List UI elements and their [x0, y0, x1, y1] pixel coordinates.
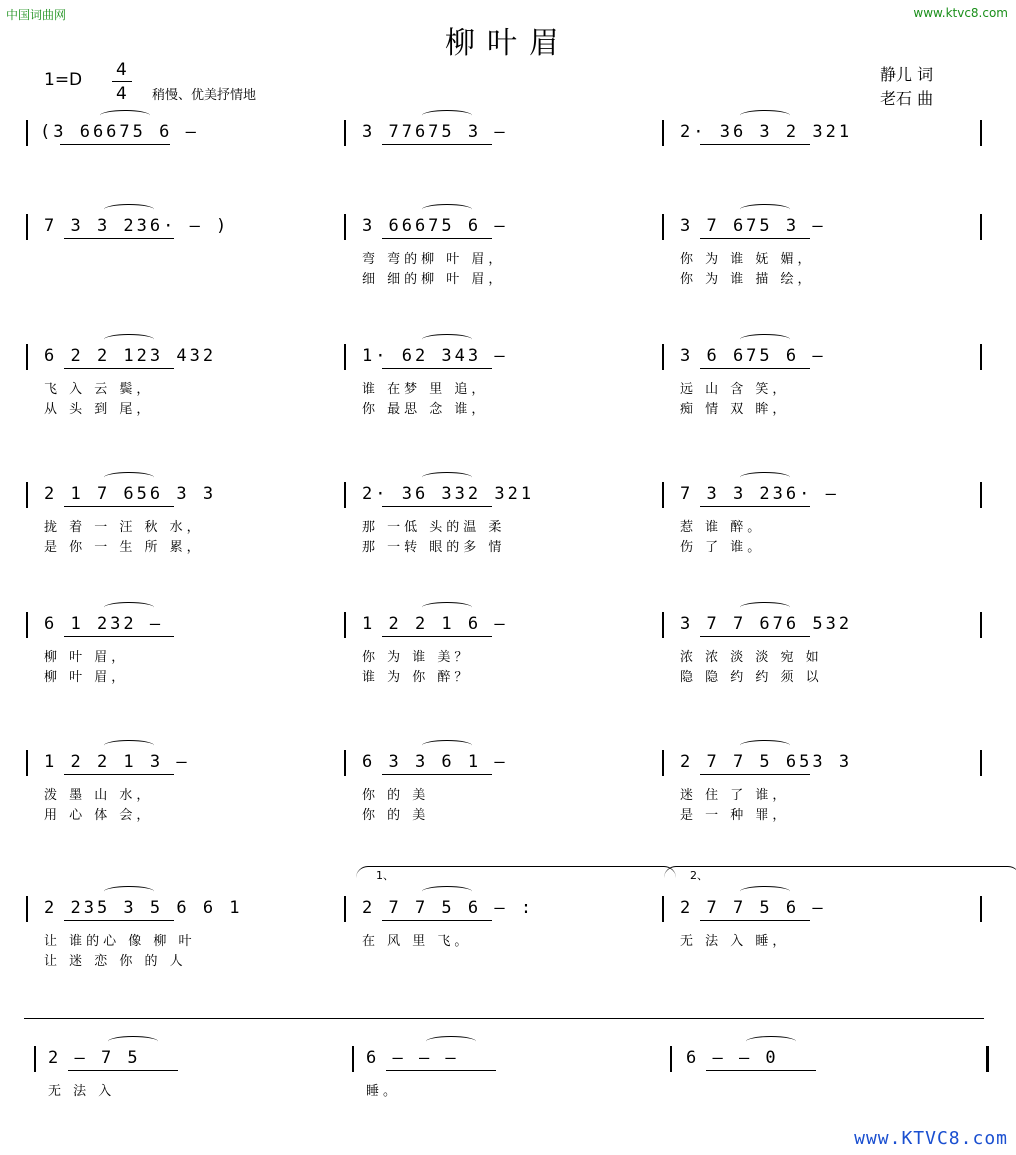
beam-line — [64, 238, 174, 239]
slur-arc — [740, 110, 790, 121]
slur-arc — [422, 602, 472, 613]
measure-notes: 2 7 7 5 6 – : — [362, 898, 535, 918]
lyric-line-1: 你 为 谁 美？ — [362, 650, 472, 665]
beam-line — [700, 774, 810, 775]
bar-line — [344, 344, 346, 370]
bar-line — [26, 120, 28, 146]
bar-line — [26, 482, 28, 508]
beam-line — [68, 1070, 178, 1071]
lyric-line-2: 是 一 种 罪， — [680, 808, 790, 823]
bar-line — [344, 120, 346, 146]
measure-notes: 1 2 2 1 6 – — [362, 614, 508, 634]
beam-line — [700, 238, 810, 239]
lyric-line-1: 无 法 入 — [48, 1084, 116, 1099]
lyric-line-2: 你 的 美 — [362, 808, 430, 823]
beam-line — [64, 920, 174, 921]
beam-line — [64, 368, 174, 369]
beam-line — [382, 144, 492, 145]
beam-line — [700, 636, 810, 637]
slur-arc — [422, 204, 472, 215]
slur-arc — [100, 110, 150, 121]
lyric-line-1: 飞 入 云 鬓， — [44, 382, 154, 397]
beam-line — [700, 920, 810, 921]
site-name-left: 中国词曲网 — [6, 8, 67, 22]
lyric-line-2: 痴 情 双 眸， — [680, 402, 790, 417]
lyric-line-1: 那 一低 头的温 柔 — [362, 520, 506, 535]
measure-notes: 6 – – – — [366, 1048, 459, 1068]
slur-arc — [740, 740, 790, 751]
slur-arc — [104, 740, 154, 751]
volta-ending-2: 2、 — [664, 866, 1016, 879]
bar-line — [986, 1046, 989, 1072]
lyric-line-2: 细 细的柳 叶 眉， — [362, 272, 506, 287]
lyricist: 静儿 词 — [880, 65, 934, 84]
slur-arc — [740, 472, 790, 483]
bar-line — [344, 612, 346, 638]
beam-line — [382, 920, 492, 921]
song-title: 柳叶眉 — [445, 26, 571, 61]
lyric-line-1: 迷 住 了 谁， — [680, 788, 790, 803]
bar-line — [662, 612, 664, 638]
lyric-line-1: 无 法 入 睡， — [680, 934, 790, 949]
lyric-line-1: 弯 弯的柳 叶 眉， — [362, 252, 506, 267]
slur-arc — [426, 1036, 476, 1047]
slur-arc — [746, 1036, 796, 1047]
slur-arc — [422, 334, 472, 345]
lyric-line-2: 是 你 一 生 所 累， — [44, 540, 204, 555]
measure-notes: 2 7 7 5 653 3 — [680, 752, 853, 772]
measure-notes: (3 66675 6 – — [40, 122, 199, 142]
slur-arc — [740, 602, 790, 613]
slur-arc — [422, 110, 472, 121]
bar-line — [344, 896, 346, 922]
time-signature-bottom: 4 — [116, 84, 127, 104]
measure-notes: 3 7 7 676 532 — [680, 614, 853, 634]
site-url-right: www.ktvc8.com — [913, 6, 1008, 20]
time-signature-top: 4 — [116, 60, 127, 80]
lyric-line-2: 你 为 谁 描 绘， — [680, 272, 815, 287]
beam-line — [382, 238, 492, 239]
system-divider-line — [24, 1018, 984, 1019]
lyric-line-1: 谁 在梦 里 追， — [362, 382, 489, 397]
lyric-line-1: 浓 浓 淡 淡 宛 如 — [680, 650, 823, 665]
lyric-line-2: 让 迷 恋 你 的 人 — [44, 954, 187, 969]
lyric-line-1: 在 风 里 飞。 — [362, 934, 472, 949]
measure-notes: 7 3 3 236· – — [680, 484, 839, 504]
bar-line — [980, 214, 982, 240]
beam-line — [382, 368, 492, 369]
measure-notes: 3 6 675 6 – — [680, 346, 826, 366]
slur-arc — [104, 334, 154, 345]
measure-notes: 7 3 3 236· – ) — [44, 216, 230, 236]
time-signature-divider — [112, 81, 132, 82]
measure-notes: 2 235 3 5 6 6 1 — [44, 898, 243, 918]
measure-notes: 2 7 7 5 6 – — [680, 898, 826, 918]
composer: 老石 曲 — [880, 89, 934, 108]
measure-notes: 2 – 7 5 — [48, 1048, 141, 1068]
beam-line — [64, 636, 174, 637]
bar-line — [980, 344, 982, 370]
bar-line — [980, 612, 982, 638]
lyric-line-1: 泼 墨 山 水， — [44, 788, 154, 803]
lyric-line-2: 那 一转 眼的多 情 — [362, 540, 506, 555]
bar-line — [980, 750, 982, 776]
beam-line — [64, 774, 174, 775]
bar-line — [670, 1046, 672, 1072]
measure-notes: 6 2 2 123 432 — [44, 346, 217, 366]
volta-ending-1: 1、 — [356, 866, 676, 879]
lyric-line-1: 柳 叶 眉， — [44, 650, 129, 665]
bar-line — [352, 1046, 354, 1072]
lyric-line-1: 让 谁的心 像 柳 叶 — [44, 934, 196, 949]
beam-line — [382, 774, 492, 775]
slur-arc — [104, 204, 154, 215]
bar-line — [980, 120, 982, 146]
lyric-line-2: 伤 了 谁。 — [680, 540, 765, 555]
bar-line — [26, 344, 28, 370]
measure-notes: 3 77675 3 – — [362, 122, 508, 142]
lyric-line-2: 隐 隐 约 约 须 以 — [680, 670, 823, 685]
tempo-marking: 稍慢、优美抒情地 — [152, 88, 257, 103]
beam-line — [382, 636, 492, 637]
footer-logo: www.KTVC8.com — [854, 1128, 1008, 1149]
bar-line — [344, 482, 346, 508]
beam-line — [64, 506, 174, 507]
slur-arc — [740, 334, 790, 345]
bar-line — [26, 896, 28, 922]
bar-line — [662, 482, 664, 508]
measure-notes: 6 1 232 – — [44, 614, 164, 634]
measure-notes: 2 1 7 656 3 3 — [44, 484, 217, 504]
bar-line — [26, 750, 28, 776]
measure-notes: 2· 36 332 321 — [362, 484, 535, 504]
key-signature: 1=D — [44, 70, 83, 90]
bar-line — [662, 120, 664, 146]
lyric-line-2: 用 心 体 会， — [44, 808, 154, 823]
beam-line — [700, 506, 810, 507]
bar-line — [344, 214, 346, 240]
bar-line — [980, 896, 982, 922]
lyric-line-1: 拢 着 一 汪 秋 水， — [44, 520, 204, 535]
measure-notes: 6 – – 0 — [686, 1048, 779, 1068]
bar-line — [34, 1046, 36, 1072]
bar-line — [26, 612, 28, 638]
bar-line — [662, 344, 664, 370]
bar-line — [26, 214, 28, 240]
bar-line — [662, 214, 664, 240]
lyric-line-2: 你 最思 念 谁， — [362, 402, 489, 417]
slur-arc — [422, 472, 472, 483]
bar-line — [344, 750, 346, 776]
lyric-line-2: 柳 叶 眉， — [44, 670, 129, 685]
slur-arc — [104, 602, 154, 613]
lyric-line-1: 远 山 含 笑， — [680, 382, 790, 397]
beam-line — [700, 368, 810, 369]
beam-line — [382, 506, 492, 507]
lyric-line-2: 谁 为 你 醉？ — [362, 670, 472, 685]
slur-arc — [108, 1036, 158, 1047]
slur-arc — [422, 886, 472, 897]
beam-line — [706, 1070, 816, 1071]
slur-arc — [740, 886, 790, 897]
bar-line — [662, 750, 664, 776]
lyric-line-2: 从 头 到 尾， — [44, 402, 154, 417]
beam-line — [386, 1070, 496, 1071]
lyric-line-1: 你 的 美 — [362, 788, 430, 803]
measure-notes: 3 7 675 3 – — [680, 216, 826, 236]
beam-line — [60, 144, 170, 145]
measure-notes: 2· 36 3 2 321 — [680, 122, 853, 142]
measure-notes: 1 2 2 1 3 – — [44, 752, 190, 772]
measure-notes: 6 3 3 6 1 – — [362, 752, 508, 772]
slur-arc — [104, 886, 154, 897]
slur-arc — [104, 472, 154, 483]
bar-line — [980, 482, 982, 508]
beam-line — [700, 144, 810, 145]
measure-notes: 3 66675 6 – — [362, 216, 508, 236]
slur-arc — [422, 740, 472, 751]
measure-notes: 1· 62 343 – — [362, 346, 508, 366]
slur-arc — [740, 204, 790, 215]
lyric-line-1: 睡。 — [366, 1084, 401, 1099]
lyric-line-1: 你 为 谁 妩 媚， — [680, 252, 815, 267]
lyric-line-1: 惹 谁 醉。 — [680, 520, 765, 535]
bar-line — [662, 896, 664, 922]
